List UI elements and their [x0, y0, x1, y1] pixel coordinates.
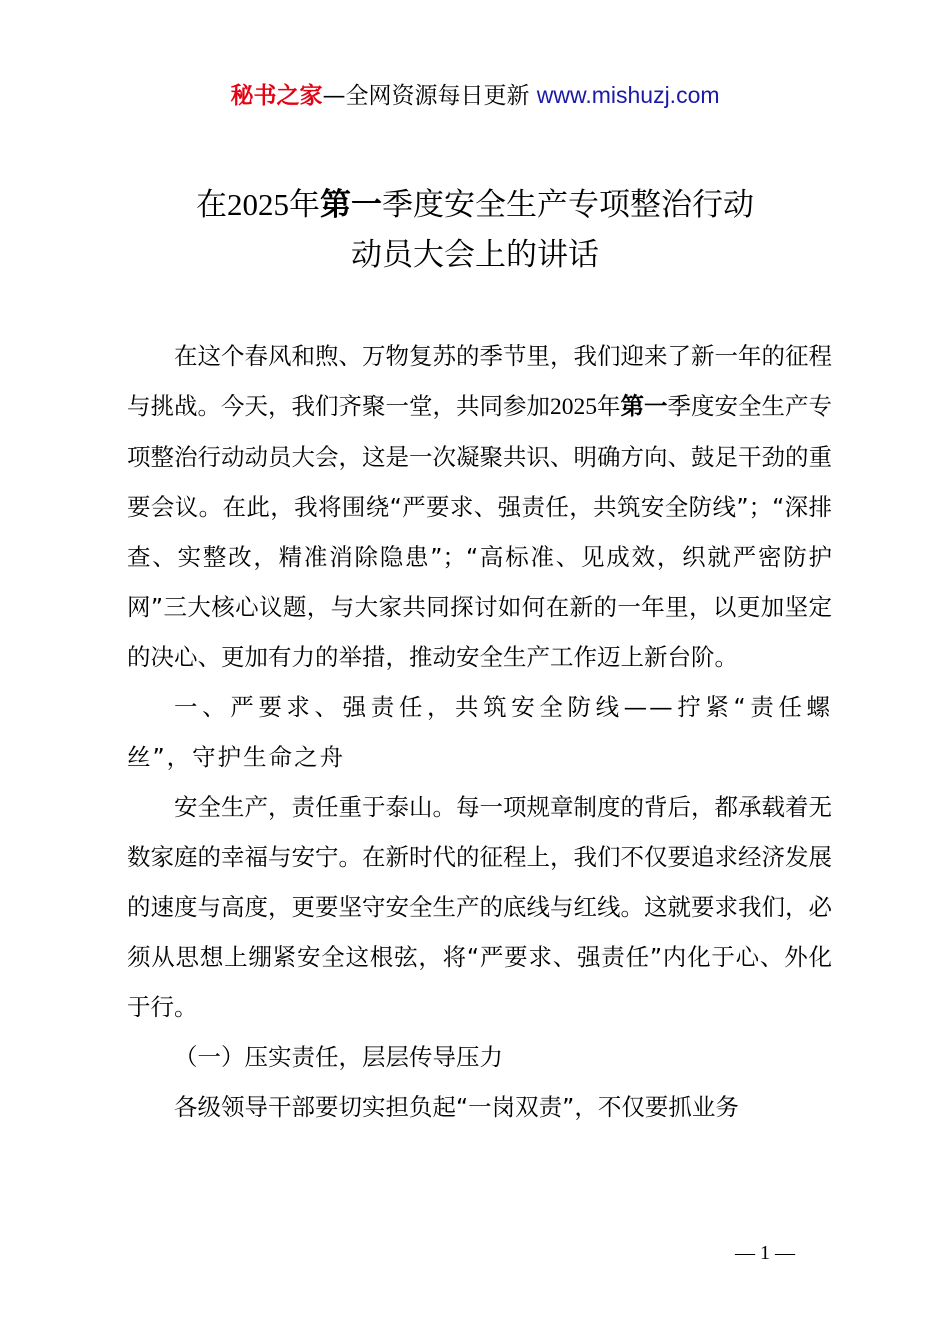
paragraph-intro: 在这个春风和煦、万物复苏的季节里，我们迎来了新一年的征程与挑战。今天，我们齐聚一堂，共同参加2025年第一季度安全生产专项整治行动动员大会，这是一次凝聚共识、明确方向、鼓足干劲的重要会议。在此，我将围绕“严要求、强责任，共筑安全防线”；“深排查、实整改，精准消除隐患”；“高标准、见成效，织就严密防护网”三大核心议题，与大家共同探讨如何在新的一年里，以更加坚定的决心、更加有力的举措，推动安全生产工作迈上新台阶。 [127, 342, 832, 671]
document-title [0, 180, 950, 280]
paragraph-subsection-1: 各级领导干部要切实担负起“一岗双责”，不仅要抓业务 [174, 1093, 739, 1121]
paragraph-section-1: 安全生产，责任重于泰山。每一项规章制度的背后，都承载着无数家庭的幸福与安宁。在新时代的征程上，我们不仅要追求经济发展的速度与高度，更要坚守安全生产的底线与红线。这就要求我们，必须从思想上绷紧安全这根弦，将“严要求、强责任”内化于心、外化于行。 [127, 793, 832, 1021]
title-line-2: 动员大会上的讲话 [351, 237, 599, 273]
site-url[interactable]: www.mishuzj.com [536, 82, 720, 108]
subsection-heading-1: （一）压实责任，层层传导压力 [174, 1043, 503, 1071]
document-body [127, 331, 832, 1132]
header-tagline: —全网资源每日更新 [322, 83, 530, 109]
brand-name: 秘书之家 [230, 83, 323, 109]
site-header [0, 78, 950, 113]
section-heading-1: 一、严要求、强责任，共筑安全防线——拧紧“责任螺丝”，守护生命之舟 [127, 693, 832, 771]
title-line-1: 在2025年第一季度安全生产专项整治行动 [196, 187, 754, 223]
page-number: — 1 — [735, 1242, 795, 1264]
